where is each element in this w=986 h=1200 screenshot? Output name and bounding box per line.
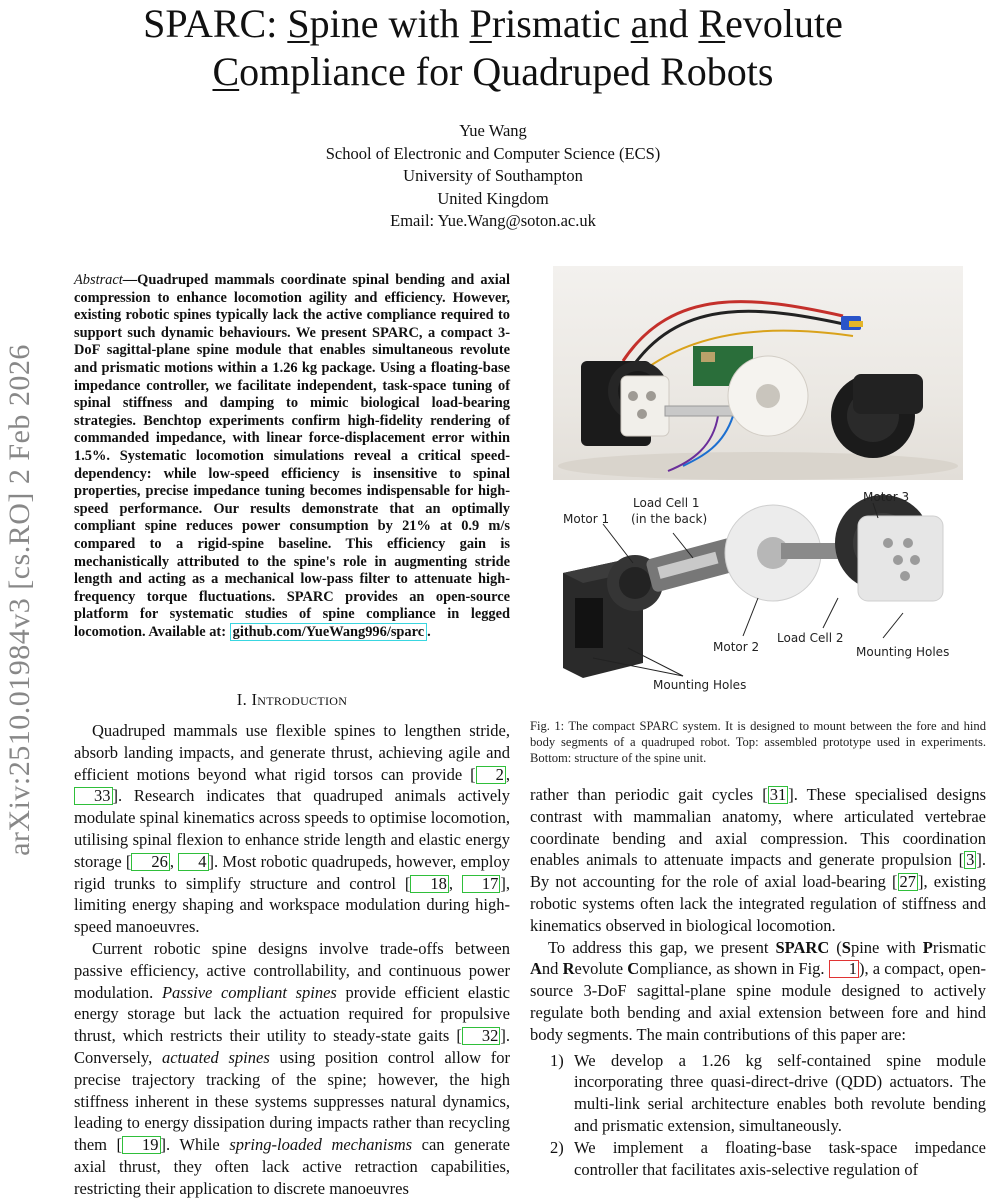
section-heading-text: I. Introduction <box>236 690 348 709</box>
citation-link[interactable]: 32 <box>462 1027 501 1045</box>
author-country: United Kingdom <box>437 188 549 208</box>
contribution-text: We develop a 1.26 kg self-contained spine module incorporating three quasi-direct-drive (QDD) actuators. The multi-link serial architecture enables both revolute bending and prismatic extension, simultaneously. <box>574 1050 986 1135</box>
title-underlined-letter: S <box>287 1 310 46</box>
label-load-cell-2: Load Cell 2 <box>777 631 844 645</box>
title-underlined-letter: C <box>212 49 240 94</box>
intro-right-column <box>530 784 986 1180</box>
text-run: ( <box>829 937 842 957</box>
spine-structure-diagram <box>553 488 963 698</box>
spine-structure-illustration <box>553 488 963 698</box>
prototype-photo-illustration <box>553 266 963 480</box>
paper-title <box>60 0 926 96</box>
text-run: rather than periodic gait cycles <box>530 785 763 804</box>
arxiv-stamp <box>0 280 40 920</box>
title-text: ompliance for Quadruped Robots <box>239 49 774 94</box>
text-run: [ <box>404 873 411 893</box>
intro-paragraph-1 <box>74 720 510 938</box>
label-load-cell-1-note: (in the back) <box>631 512 708 526</box>
author-affiliation: School of Electronic and Computer Science (ECS) <box>325 143 661 163</box>
intro-paragraph-2 <box>74 938 510 1200</box>
text-run: ] <box>918 872 924 892</box>
citation-link[interactable]: 26 <box>131 853 170 871</box>
title-underlined-letter: P <box>469 1 492 46</box>
citation-link[interactable]: 18 <box>410 875 449 893</box>
section-heading-introduction <box>74 690 510 710</box>
citation-link[interactable]: 4 <box>178 853 208 871</box>
text-run: . Conversely, <box>74 1026 510 1067</box>
abstract-text: —Quadruped mammals coordinate spinal bending and axial compression to enhance locomotion agility and efficiency. However, existing robotic spines typically lack the active compliance required to support such dynamic behaviours. We present SPARC, a compact 3-DoF sagittal-plane spine module that enables simultaneous revolute and prismatic motions within a 1.26 kg package. Using a floating-base impedance controller, we facilitate independent, task-space tuning of spinal stiffness and damping to mimic biological load-bearing strategies. Benchtop experiments confirm high-fidelity rendering of commanded impedance, with linear force-displacement error within 1.5%. Systematic locomotion simulations reveal a critical speed-dependency: while low-speed efficiency is insensitive to spinal properties, precise impedance tuning becomes indispensable for high-speed performance. Our results demonstrate that an optimally compliant spine reduces power consumption by 21% at 0.9 m/s compared to a rigid-spine baseline. This efficiency gain is mechanistically attributed to the spine's role in augmenting stride length and acting as a mechanical low-pass filter to attenuate high-frequency torque fluctuations. SPARC provides an open-source platform for systematic studies of spine compliance in legged locomotion. Available at: <box>74 272 510 640</box>
title-underlined-letter: a <box>630 1 649 46</box>
label-load-cell-1: Load Cell 1 <box>633 496 700 510</box>
label-mounting-holes-bottom: Mounting Holes <box>653 678 747 692</box>
text-run: Current robotic spine designs involve trade-offs between passive efficiency, active controllability, and continuous power modulation. <box>74 938 510 1002</box>
text-run: ompliance, as shown in Fig. <box>639 959 829 979</box>
text-run: ] <box>160 1135 167 1155</box>
arxiv-id: arXiv:2510.01984v3 [cs.RO] 2 Feb 2026 <box>3 344 37 856</box>
abstract-end: . <box>427 623 431 640</box>
citation-link[interactable]: 31 <box>769 785 787 804</box>
contribution-number: 1) <box>550 1050 564 1070</box>
text-run: actuated spines <box>161 1047 270 1067</box>
author-name: Yue Wang <box>459 121 527 140</box>
text-run: S <box>841 937 851 957</box>
text-run: [ <box>762 785 768 804</box>
intro-left-column <box>74 720 510 1200</box>
text-run: spring-loaded mechanisms <box>229 1135 413 1155</box>
citation-link[interactable]: 33 <box>74 787 113 805</box>
text-run: R <box>562 959 575 979</box>
citation-link[interactable]: 2 <box>476 766 506 784</box>
right-paragraph-continued <box>530 784 986 937</box>
text-run: ] <box>976 850 982 870</box>
text-run: . By not accounting for the role of axial load-bearing <box>530 850 986 892</box>
title-text: SPARC: <box>143 1 288 46</box>
title-line-2 <box>60 48 926 96</box>
title-underlined-letter: R <box>698 1 726 46</box>
title-text: nd <box>648 1 699 46</box>
right-paragraph-contribution-intro <box>530 937 986 1046</box>
contribution-item <box>530 1137 986 1181</box>
text-run: . These specialised designs contrast with mammalian anatomy, where articulated vertebrae coordinate bending and axial compression. This coordination enables animals to attenuate impacts and generate propulsion <box>530 785 986 870</box>
abstract-lead: Abstract <box>74 272 123 288</box>
text-run: ] <box>788 785 794 804</box>
abstract <box>74 272 510 641</box>
text-run: ] <box>500 873 506 893</box>
title-text: pine with <box>309 1 470 46</box>
author-block <box>200 120 786 233</box>
citation-link[interactable]: 27 <box>899 872 917 892</box>
prototype-photo <box>553 266 963 480</box>
text-run: can generate axial thrust, they often lack active retraction capabilities, restricting their application to discrete manoeuvres <box>74 1135 510 1198</box>
label-motor-2: Motor 2 <box>713 640 760 654</box>
text-run: provide efficient elastic energy storage but lack the actuation required for propulsive thrust, which restricts their utility to steady-state gaits <box>74 982 510 1046</box>
text-run: A <box>530 959 542 979</box>
text-run: C <box>627 959 640 979</box>
title-line-1 <box>60 0 926 48</box>
text-run: P <box>922 937 933 957</box>
title-text: rismatic <box>491 1 631 46</box>
figure-caption: Fig. 1: The compact SPARC system. It is designed to mount between the fore and hind body segments of a quadruped robot. Top: assembled prototype used in experiments. Bottom: structure of the spine unit. <box>530 719 986 765</box>
contribution-text: We implement a floating-base task-space impedance controller that facilitates axis-selective regulation of <box>574 1137 986 1179</box>
text-run: [ <box>470 764 476 784</box>
text-run: . Research indicates that quadruped animals actively modulate spinal kinematics across speeds to optimise locomotion, utilising spinal flexion to enhance stride length and elastic energy storage <box>74 786 510 871</box>
citation-link[interactable]: 3 <box>966 850 975 870</box>
text-run: , limiting energy shaping and workspace modulation during high-speed manoeuvres. <box>74 873 510 937</box>
label-mounting-holes-right: Mounting Holes <box>856 645 950 659</box>
text-run: , existing robotic systems often lack the integrated regulation of stiffness and kinematics observed in biological locomotion. <box>530 872 986 935</box>
author-email: Email: Yue.Wang@soton.ac.uk <box>390 211 596 230</box>
contribution-list <box>530 1050 986 1181</box>
text-run: ] <box>208 851 215 871</box>
contribution-number: 2) <box>550 1137 564 1157</box>
text-run: using position control allow for precise trajectory tracking of the spine; however, the high stiffness inherent in these systems suppresses natural dynamics, leading to energy dissipation during impacts rather than recycling them <box>74 1047 510 1155</box>
title-text: evolute <box>725 1 843 46</box>
text-run: rismatic <box>932 937 986 957</box>
text-run: , <box>448 873 462 893</box>
label-motor-3: Motor 3 <box>863 490 910 504</box>
author-university: University of Southampton <box>403 166 583 185</box>
contribution-item <box>530 1050 986 1137</box>
text-run: ] <box>112 786 118 806</box>
figure-ref-link[interactable]: 1 <box>829 960 859 978</box>
text-run: nd <box>541 959 563 979</box>
text-run: ), a compact, open-source 3-DoF sagittal-plane spine module designed to actively regulate both bending and axial extension between fore and hind body segments. The main contributions of this paper are: <box>530 959 986 1044</box>
text-run: SPARC <box>775 937 830 957</box>
text-run: [ <box>125 851 132 871</box>
label-motor-1: Motor 1 <box>563 512 610 526</box>
text-run: , <box>169 851 179 871</box>
repo-link[interactable]: github.com/YueWang996/sparc <box>230 623 428 641</box>
citation-link[interactable]: 17 <box>462 875 501 893</box>
text-run: ] <box>500 1026 506 1046</box>
text-run: [ <box>456 1026 462 1046</box>
text-run: [ <box>116 1135 123 1155</box>
text-run: , <box>505 764 510 784</box>
text-run: Quadruped mammals use flexible spines to lengthen stride, absorb landing impacts, and generate thrust, achieving agile and efficient motions beyond what rigid torsos can provide <box>74 721 510 784</box>
text-run: To address this gap, we present <box>548 937 776 957</box>
text-run: . Most robotic quadrupeds, however, employ rigid trunks to simplify structure and control <box>74 851 510 893</box>
text-run: [ <box>892 872 898 892</box>
text-run: [ <box>958 850 965 870</box>
text-run: Passive compliant spines <box>161 982 337 1002</box>
text-run: pine with <box>850 937 923 957</box>
text-run: . While <box>166 1135 230 1155</box>
citation-link[interactable]: 19 <box>122 1136 161 1154</box>
text-run: evolute <box>574 959 628 979</box>
